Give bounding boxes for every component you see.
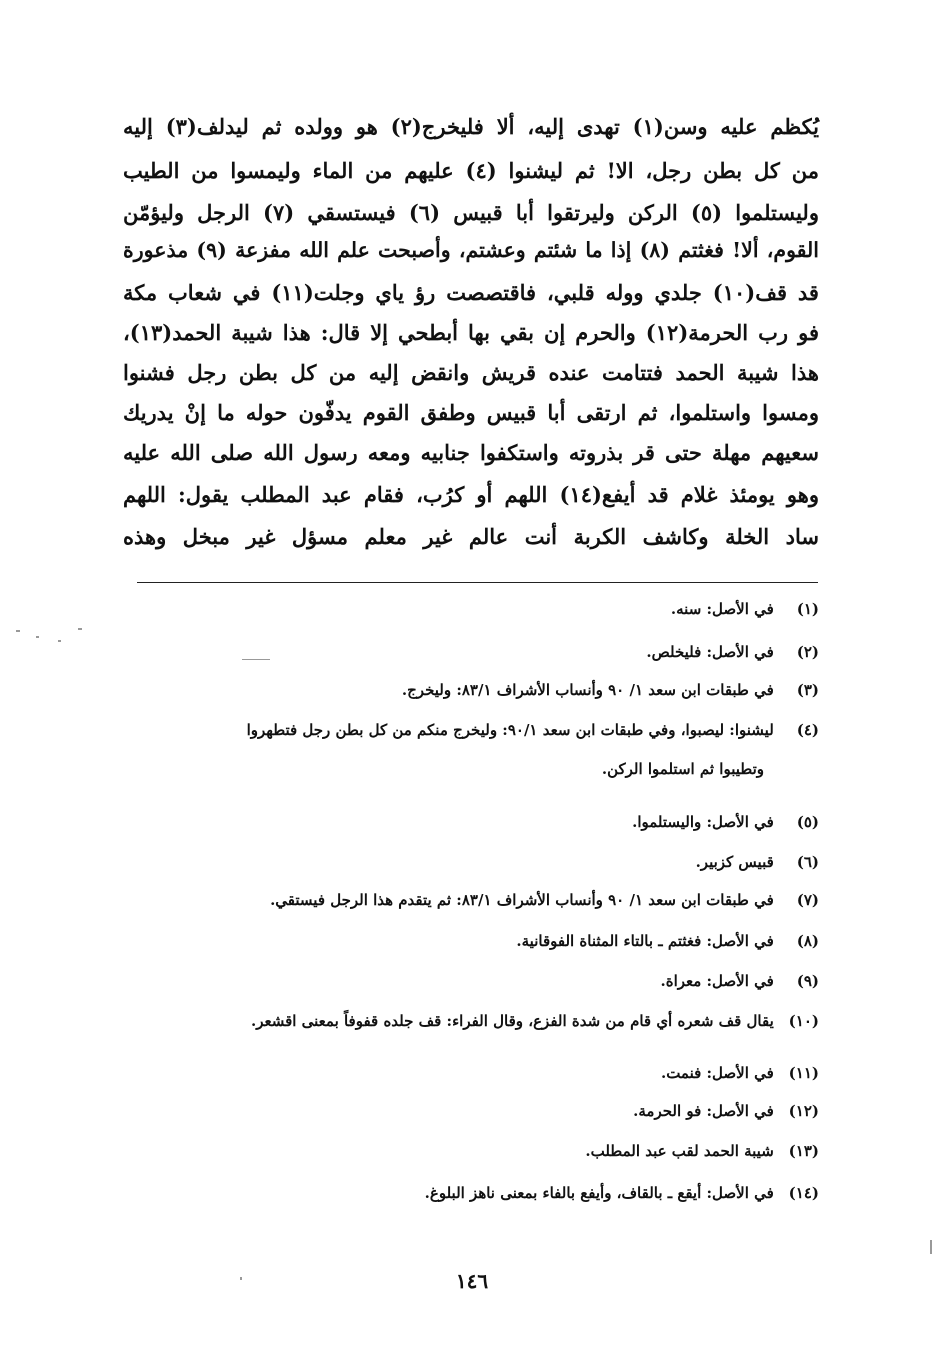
footnote-text: في طبقات ابن سعد ١/ ٩٠ وأنساب الأشراف ٨٣/١: ثم يتقدم هذا الرجل فيستقي.	[270, 891, 774, 909]
footnote	[270, 893, 819, 908]
body-line: يُكظم عليه وسن(١) تهدى إليه، ألا فليخرج(٢) هو وولده ثم ليدلف(٣) إليه	[123, 114, 820, 139]
footnote-text: قبيس كزبير.	[695, 853, 774, 871]
footnote	[660, 974, 819, 989]
footnote-separator	[137, 582, 818, 583]
footnote-number: (١٣)	[788, 1142, 819, 1160]
scan-speck	[78, 628, 82, 630]
footnote-text: ليشنوا: ليصبوا، وفي طبقات ابن سعد ٩٠/١: وليخرج منكم من كل بطن رجل فتطهروا	[246, 721, 774, 739]
scan-speck	[930, 1240, 932, 1254]
footnote-text: يقال قف شعره أي قام من شدة الفزع، وقال الفراء: قف جلده قفوفاً بمعنى اقشعر.	[250, 1012, 774, 1030]
footnote-text: في طبقات ابن سعد ١/ ٩٠ وأنساب الأشراف ٨٣/١: وليخرج.	[401, 681, 774, 699]
body-line: من كل بطن رجل، الا! ثم ليشنوا (٤) عليهم من الماء وليمسوا من الطيب	[123, 158, 819, 183]
footnote-number: (٦)	[796, 853, 819, 871]
footnote-number: (٧)	[796, 891, 819, 909]
footnote-number: (١١)	[788, 1064, 819, 1082]
footnote	[585, 1144, 819, 1159]
scan-speck	[242, 659, 270, 660]
footnote	[661, 1066, 819, 1081]
footnote	[516, 934, 819, 949]
footnote-continuation: وتطيبوا ثم استلموا الركن.	[601, 760, 764, 778]
scan-speck	[58, 640, 61, 642]
footnote	[646, 645, 819, 660]
scan-speck	[16, 630, 20, 632]
footnote	[402, 683, 819, 698]
body-line: وهو يومئذ غلام قد أيفع(١٤) اللهم أو كرُب، فقام عبد المطلب يقول: اللهم	[123, 482, 819, 507]
footnote-text: في الأصل: فغثتم ـ بالتاء المثناة الفوقانية.	[516, 932, 774, 950]
footnote-number: (١٤)	[788, 1184, 819, 1202]
scan-speck	[36, 636, 39, 638]
body-line: القوم، ألا! فغثتم (٨) إذا ما شئتم وعشتم، وأصبحت علم الله مفزعة (٩) مذعورة	[123, 238, 819, 262]
body-line: ومسوا واستلموا، ثم ارتقى أبا قبيس وطفق القوم يدفّون حوله ما إنْ يدريك	[123, 400, 819, 425]
body-line: قد قف(١٠) جلدي ووله قلبي، فاقتصصت رؤ ياي وجلت(١١) في شعاب مكة	[123, 280, 819, 305]
body-line: سعيهم مهلة حتى قر بذروته واستكفوا جنابيه ومعه رسول الله صلى الله عليه	[123, 440, 819, 465]
page-number: ١٤٦	[455, 1269, 489, 1293]
footnote-number: (١)	[796, 600, 819, 618]
footnote	[251, 1014, 819, 1029]
footnote-text: في الأصل: فليخلص.	[646, 643, 774, 661]
footnote	[247, 723, 819, 738]
footnote-text: في الأصل: واليستلموا.	[632, 813, 774, 831]
footnote	[633, 1104, 819, 1119]
footnote-number: (٥)	[796, 813, 819, 831]
footnote-text: في الأصل: أيقع ـ بالقاف، وأيفع بالفاء بمعنى ناهز البلوغ.	[424, 1184, 774, 1202]
footnote	[671, 602, 819, 617]
footnote	[632, 815, 819, 830]
footnote-number: (٢)	[796, 643, 819, 661]
body-line: ساد الخلة وكاشف الكربة أنت عالم غير معلم مسؤل غير مبخل وهذه	[123, 524, 819, 549]
footnote-number: (٤)	[796, 721, 819, 739]
footnote-text: في الأصل: سنه.	[670, 600, 774, 618]
footnote	[696, 855, 819, 870]
footnote-number: (٨)	[796, 932, 819, 950]
footnote-text: في الأصل: فنمت.	[660, 1064, 774, 1082]
footnote-text: في الأصل: معراة.	[660, 972, 774, 990]
footnote-number: (٣)	[796, 681, 819, 699]
body-line: هذا شيبة الحمد فتتامت عنده قريش وانقض إليه من كل بطن رجل فشنوا	[123, 360, 819, 385]
footnote-number: (١٢)	[788, 1102, 819, 1120]
footnote	[425, 1186, 819, 1201]
scan-speck	[240, 1277, 242, 1280]
footnote-text: شيبة الحمد لقب عبد المطلب.	[585, 1142, 774, 1160]
body-line: فو رب الحرمة(١٢) والحرم إن بقي بها أبطحي إلا قال: هذا شيبة الحمد(١٣)،	[123, 320, 819, 345]
body-line: وليستلموا (٥) الركن وليرتقوا أبا قبيس (٦) فيستسقي (٧) الرجل وليؤمّن	[123, 200, 819, 225]
footnote-number: (١٠)	[788, 1012, 819, 1030]
footnote-text: في الأصل: فو الحرمة.	[633, 1102, 774, 1120]
footnote-number: (٩)	[796, 972, 819, 990]
